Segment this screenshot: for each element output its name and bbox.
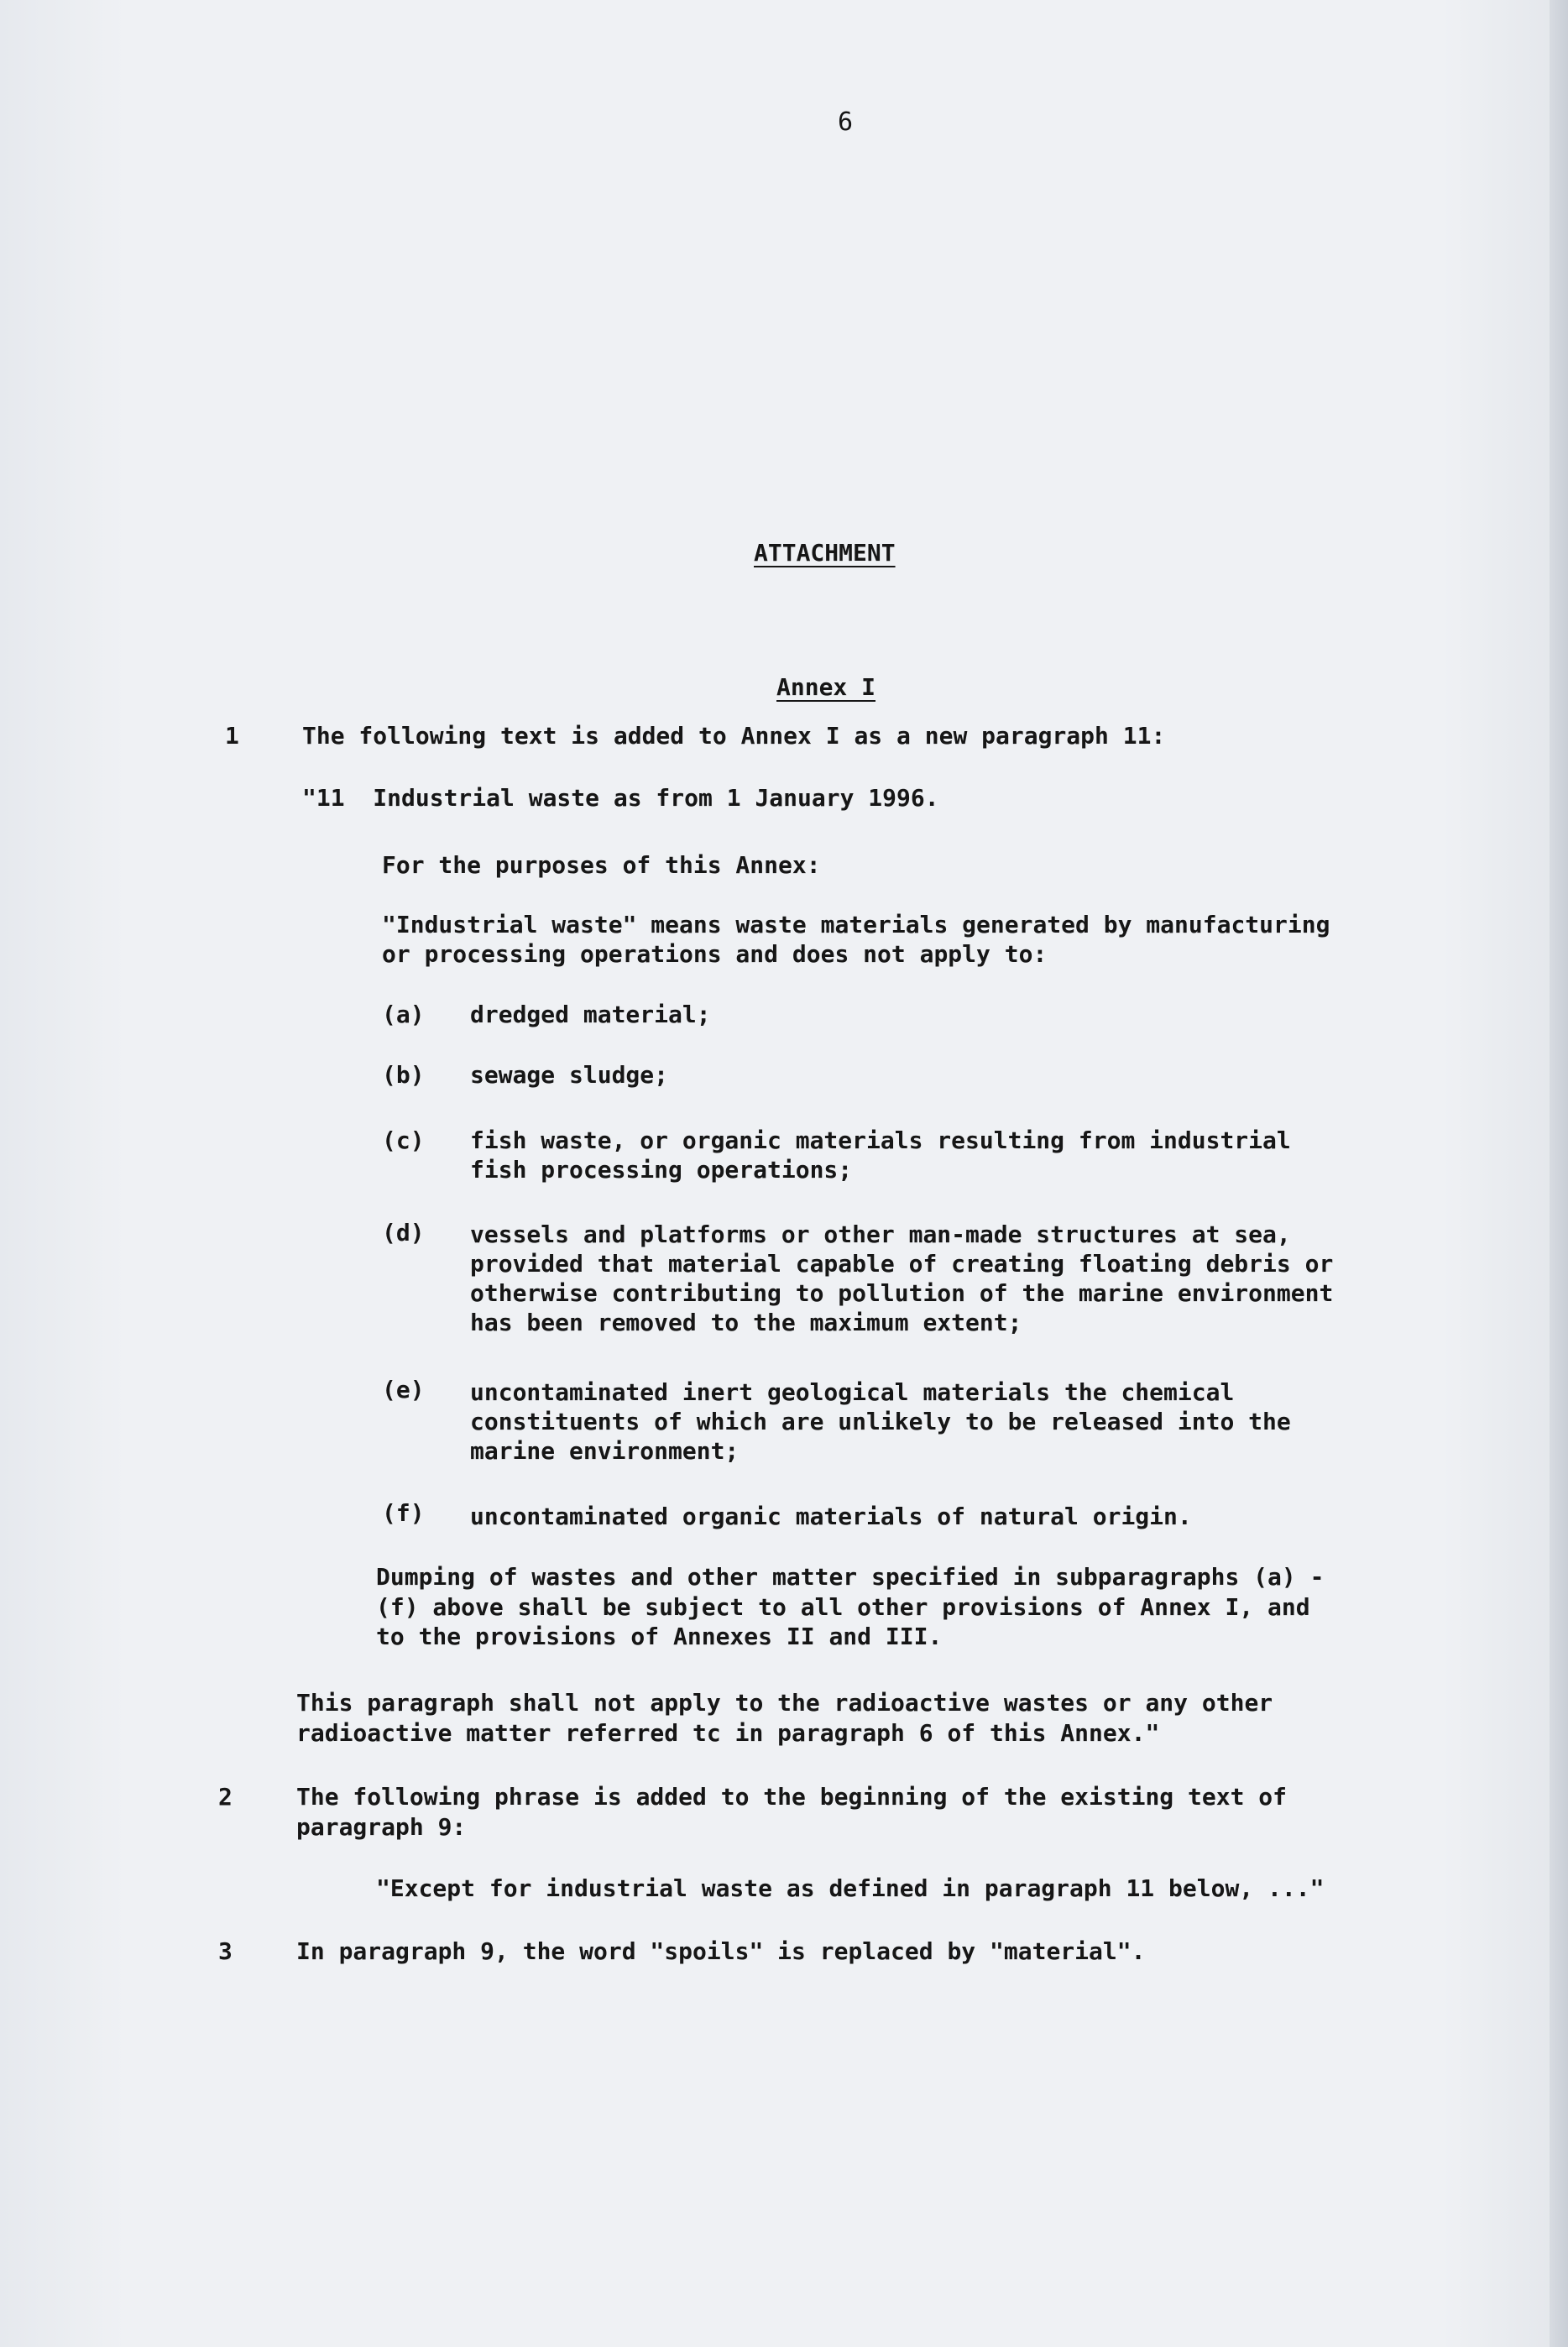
item-b-label: (b) — [382, 1061, 425, 1089]
item-d-label: (d) — [382, 1219, 425, 1247]
dumping-line-1: Dumping of wastes and other matter specified in subparagraphs (a) - — [376, 1563, 1325, 1591]
para-1-number: 1 — [225, 722, 239, 750]
para-2-line-1: The following phrase is added to the beginning of the existing text of — [296, 1783, 1288, 1811]
para-2-quote: "Except for industrial waste as defined in paragraph 11 below, ..." — [376, 1874, 1325, 1902]
item-c-label: (c) — [382, 1126, 425, 1154]
quote-line: "11 Industrial waste as from 1 January 1996. — [302, 784, 939, 812]
item-e-line-1: uncontaminated inert geological materials the chemical — [470, 1378, 1235, 1406]
item-e-line-3: marine environment; — [470, 1437, 740, 1465]
item-b-text: sewage sludge; — [470, 1061, 669, 1089]
item-e-line-2: constituents of which are unlikely to be released into the — [470, 1408, 1291, 1435]
para-1-text: The following text is added to Annex I as a new paragraph 11: — [302, 722, 1166, 750]
para-3-text: In paragraph 9, the word "spoils" is replaced by "material". — [296, 1937, 1146, 1965]
attachment-heading: ATTACHMENT — [754, 539, 896, 567]
item-f-text: uncontaminated organic materials of natural origin. — [470, 1503, 1192, 1530]
item-d-line-1: vessels and platforms or other man-made structures at sea, — [470, 1221, 1291, 1248]
radioactive-line-2: radioactive matter referred tc in paragraph 6 of this Annex." — [296, 1719, 1160, 1747]
dumping-line-3: to the provisions of Annexes II and III. — [376, 1623, 943, 1650]
item-d-line-4: has been removed to the maximum extent; — [470, 1309, 1022, 1336]
para-2-number: 2 — [218, 1783, 233, 1811]
item-a-text: dredged material; — [470, 1001, 711, 1028]
annex-heading: Annex I — [776, 673, 876, 701]
item-a-label: (a) — [382, 1001, 425, 1028]
item-d-line-2: provided that material capable of creating floating debris or — [470, 1250, 1334, 1278]
item-e-label: (e) — [382, 1376, 425, 1403]
dumping-line-2: (f) above shall be subject to all other provisions of Annex I, and — [376, 1593, 1310, 1621]
item-f-label: (f) — [382, 1499, 425, 1527]
item-c-line-1: fish waste, or organic materials resulting from industrial — [470, 1126, 1291, 1154]
para-3-number: 3 — [218, 1937, 233, 1965]
definition-line-1: "Industrial waste" means waste materials generated by manufacturing — [382, 911, 1330, 938]
item-d-line-3: otherwise contributing to pollution of the marine environment — [470, 1279, 1334, 1307]
para-2-line-2: paragraph 9: — [296, 1813, 467, 1841]
page-number: 6 — [838, 107, 854, 137]
item-c-line-2: fish processing operations; — [470, 1156, 853, 1184]
definition-line-2: or processing operations and does not apply to: — [382, 940, 1048, 968]
page-edge — [1550, 0, 1568, 2347]
radioactive-line-1: This paragraph shall not apply to the radioactive wastes or any other — [296, 1689, 1273, 1717]
purposes-line: For the purposes of this Annex: — [382, 851, 821, 879]
